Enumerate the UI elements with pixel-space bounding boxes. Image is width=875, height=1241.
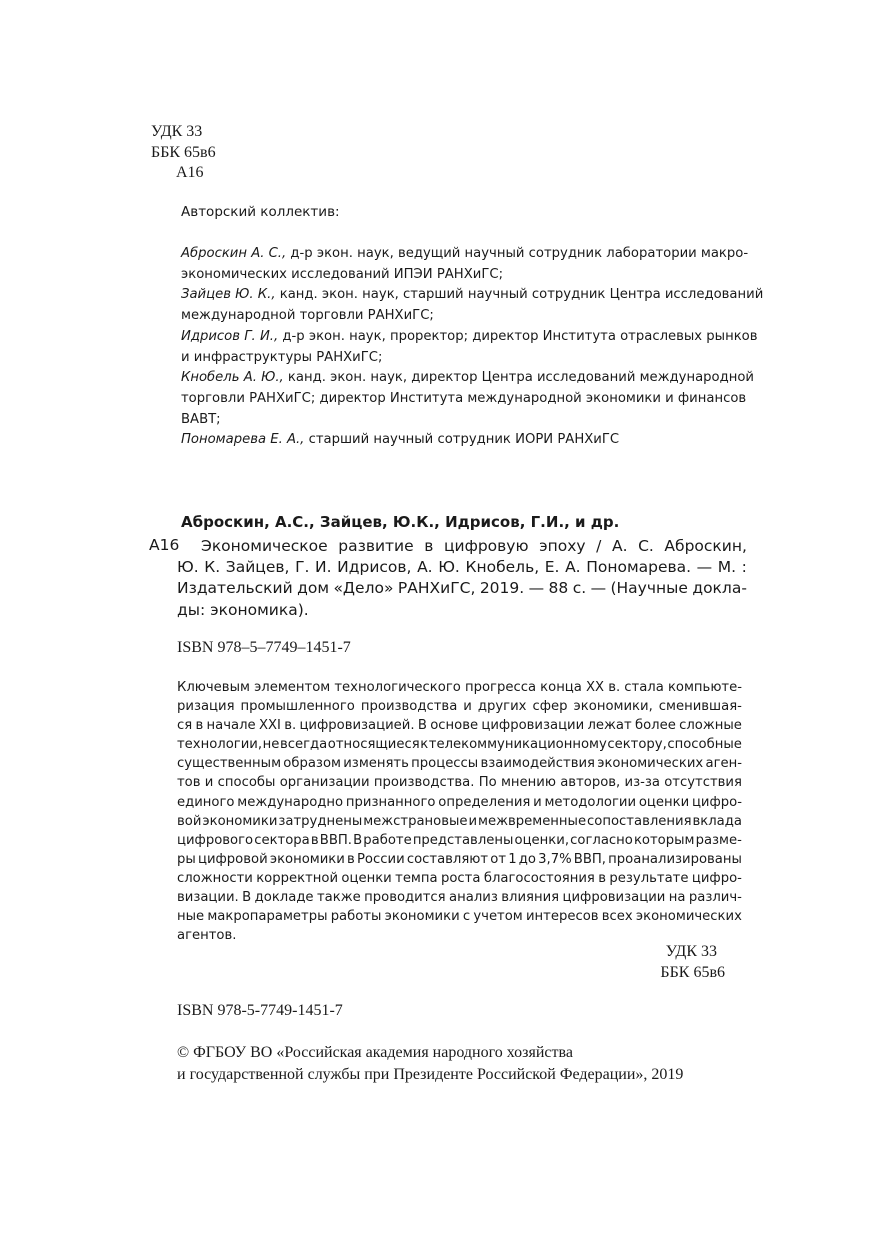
- copyright-line: © ФГБОУ ВО «Российская академия народного хозяйства: [177, 1044, 573, 1061]
- word: В: [353, 832, 363, 848]
- word: :: [741, 558, 747, 577]
- word: развитие: [338, 537, 414, 555]
- word: Е.: [544, 558, 560, 577]
- bib-line: ды: экономика).: [177, 600, 309, 619]
- author-entry: [181, 244, 749, 265]
- copyright: [177, 1042, 757, 1085]
- word: работе: [363, 832, 412, 848]
- word: в: [598, 870, 607, 886]
- word: визации.: [177, 890, 239, 906]
- bib-line: [177, 536, 747, 557]
- word: проанализированы: [608, 851, 742, 867]
- word: согласно: [570, 832, 633, 848]
- word: относящиеся: [327, 737, 420, 753]
- word: РАНХиГС,: [397, 579, 476, 598]
- word: По: [478, 775, 497, 791]
- author-description-cont: и инфраструктуры РАНХиГС;: [181, 349, 383, 365]
- word: Ю.: [438, 558, 460, 577]
- word: стала: [624, 680, 664, 695]
- word: экономики: [269, 851, 345, 867]
- word: эпоху: [539, 537, 586, 555]
- word: представлены: [412, 832, 514, 848]
- word: вой: [177, 813, 202, 829]
- word: оценки: [638, 794, 690, 810]
- abstract-line: [177, 907, 742, 926]
- word: корректной: [256, 870, 339, 886]
- isbn-bottom: ISBN 978-5-7749-1451-7: [177, 1002, 343, 1019]
- word: ры: [177, 851, 196, 867]
- word: Пономарева.: [586, 558, 692, 577]
- author-entry: [181, 327, 758, 348]
- word: межвременные: [478, 813, 587, 829]
- word: экономических: [597, 756, 704, 772]
- author-description: канд. экон. наук, старший научный сотрудник Центра исследований: [279, 287, 764, 303]
- word: работы: [330, 909, 382, 925]
- word: экономических: [635, 909, 742, 925]
- word: в: [310, 832, 319, 848]
- word: 88: [548, 579, 569, 598]
- word: ВВП,: [573, 851, 606, 867]
- udk-code: УДК 33: [151, 123, 203, 140]
- word: прогресса: [464, 680, 537, 695]
- word: экономики: [202, 813, 278, 829]
- word: /: [596, 537, 602, 555]
- author-description: д-р экон. наук, ведущий научный сотрудник лаборатории макро-: [290, 246, 749, 261]
- word: с.: [572, 579, 587, 598]
- word: лежат: [587, 718, 632, 734]
- word: способы: [217, 775, 276, 791]
- word: компьюте-: [667, 680, 742, 695]
- word: Идрисов,: [337, 558, 412, 577]
- abstract-line: [177, 812, 742, 831]
- word: единого: [177, 794, 235, 810]
- abstract-line: агентов.: [177, 928, 237, 944]
- word: цифровой: [197, 851, 268, 867]
- word: сложные: [679, 718, 742, 734]
- word: до: [518, 851, 536, 867]
- word: организации: [279, 775, 370, 791]
- author-description-cont: торговли РАНХиГС; директор Института международной экономики и финансов: [181, 390, 747, 406]
- word: в.: [608, 680, 621, 695]
- word: —: [528, 579, 545, 598]
- word: 3,7%: [538, 851, 572, 867]
- word: и: [468, 813, 478, 829]
- word: мнению: [500, 775, 556, 791]
- word: всегда: [279, 737, 328, 753]
- word: промышленного: [240, 699, 355, 715]
- author-description: д-р экон. наук, проректор; директор Института отраслевых рынков: [282, 328, 758, 344]
- word: способные: [667, 737, 742, 753]
- word: темпа: [395, 870, 438, 886]
- word: И.: [315, 558, 332, 577]
- word: оценки: [341, 870, 392, 886]
- word: докладе: [254, 890, 314, 906]
- bib-line: [177, 578, 747, 599]
- word: и: [533, 794, 542, 810]
- author-mark: А16: [176, 164, 204, 181]
- copyright-line: и государственной службы при Президенте Российской Федерации», 2019: [177, 1065, 684, 1083]
- word: Аброскин,: [664, 537, 747, 555]
- word: учетом: [473, 909, 523, 925]
- word: из-за: [624, 775, 660, 791]
- word: благосостояния: [483, 870, 595, 886]
- word: других: [477, 699, 527, 715]
- word: технологии,: [177, 737, 263, 753]
- word: А.: [417, 558, 433, 577]
- word: существенным: [177, 756, 282, 772]
- word: России: [356, 851, 405, 867]
- word: —: [696, 558, 713, 577]
- word: Ю.: [177, 558, 199, 577]
- author-description-cont: экономических исследований ИПЭИ РАНХиГС;: [181, 266, 504, 282]
- word: с: [462, 909, 471, 925]
- word: в: [424, 537, 434, 555]
- word: в: [195, 718, 204, 734]
- word: и: [463, 699, 472, 715]
- abstract-line: [177, 869, 742, 888]
- word: авторов,: [560, 775, 621, 791]
- author-entry: [181, 285, 764, 306]
- abstract-line: [177, 831, 742, 850]
- author-description: канд. экон. наук, директор Центра исследований международной: [287, 370, 754, 386]
- word: которым: [633, 832, 695, 848]
- word: Г.: [295, 558, 310, 577]
- word: 2019.: [479, 579, 525, 598]
- word: процессы: [411, 756, 479, 772]
- word: технологического: [334, 680, 461, 695]
- word: и: [204, 775, 214, 791]
- bib-authors-heading: Аброскин, А.С., Зайцев, Ю.К., Идрисов, Г.И., и др.: [181, 513, 620, 531]
- word: производства: [360, 699, 458, 715]
- abstract-line: [177, 754, 742, 773]
- word: экономики: [384, 909, 460, 925]
- word: более: [634, 718, 676, 734]
- abstract-line: [177, 716, 742, 735]
- word: различ-: [688, 890, 742, 906]
- word: на: [668, 890, 686, 906]
- author-name: Зайцев Ю. К.,: [181, 287, 276, 303]
- word: ВВП.: [319, 832, 352, 848]
- word: взаимодействия: [480, 756, 595, 772]
- word: В: [242, 890, 252, 906]
- bib-author-mark: А16: [149, 536, 180, 554]
- word: всех: [601, 909, 633, 925]
- word: в: [347, 851, 355, 867]
- word: А.: [565, 558, 581, 577]
- word: к: [420, 737, 429, 753]
- word: XX: [586, 680, 605, 695]
- word: конца: [540, 680, 582, 695]
- word: цифровую: [443, 537, 529, 555]
- word: производства.: [373, 775, 475, 791]
- author-description: старший научный сотрудник ИОРИ РАНХиГС: [308, 432, 620, 448]
- word: оценки,: [514, 832, 570, 848]
- author-description-cont: международной торговли РАНХиГС;: [181, 308, 434, 324]
- word: ризация: [177, 699, 235, 715]
- word: методологии: [544, 794, 637, 810]
- word: затруднены: [278, 813, 363, 829]
- word: от: [490, 851, 507, 867]
- authors-heading: Авторский коллектив:: [181, 204, 340, 220]
- word: ные: [177, 909, 205, 925]
- bbk-code: ББК 65в6: [151, 144, 216, 161]
- authors-list: [181, 244, 764, 451]
- word: цифро-: [691, 870, 742, 886]
- author-name: Идрисов Г. И.,: [181, 328, 279, 344]
- author-entry: [181, 430, 741, 451]
- bbk-code-right: ББК 65в6: [660, 964, 725, 981]
- abstract-line: [177, 793, 742, 812]
- word: (Научные: [610, 579, 688, 598]
- word: цифровизации: [481, 718, 585, 734]
- word: в.: [284, 718, 297, 734]
- word: Кнобель,: [465, 558, 540, 577]
- word: сменившая-: [658, 699, 742, 715]
- word: Издательский: [177, 579, 293, 598]
- word: Ключевым: [177, 680, 250, 695]
- word: —: [590, 579, 607, 598]
- word: составляют: [406, 851, 489, 867]
- word: М.: [717, 558, 737, 577]
- word: цифровизацией.: [299, 718, 415, 734]
- word: докла-: [692, 579, 747, 598]
- word: аген-: [705, 756, 742, 772]
- author-entry: [181, 368, 754, 389]
- abstract: [177, 678, 742, 945]
- word: международно: [237, 794, 344, 810]
- abstract-line: [177, 697, 742, 716]
- word: не: [262, 737, 280, 753]
- word: «Дело»: [333, 579, 394, 598]
- word: экономики,: [573, 699, 653, 715]
- word: отсутствия: [664, 775, 742, 791]
- word: дом: [297, 579, 330, 598]
- word: макропараметры: [207, 909, 328, 925]
- word: цифровизации: [562, 890, 666, 906]
- word: сопоставления: [587, 813, 692, 829]
- abstract-line: [177, 888, 742, 907]
- word: Зайцев,: [225, 558, 290, 577]
- word: интересов: [525, 909, 599, 925]
- word: изменять: [343, 756, 409, 772]
- author-name: Кнобель А. Ю.,: [181, 370, 284, 386]
- udk-code-right: УДК 33: [665, 943, 717, 960]
- word: анализ: [449, 890, 498, 906]
- word: роста: [440, 870, 481, 886]
- word: А.: [611, 537, 628, 555]
- word: С.: [638, 537, 654, 555]
- word: К.: [204, 558, 221, 577]
- abstract-line: [177, 850, 742, 869]
- isbn-top: ISBN 978–5–7749–1451-7: [177, 639, 351, 656]
- word: разме-: [695, 832, 742, 848]
- word: телекоммуникационному: [428, 737, 607, 753]
- abstract-line: [177, 678, 742, 697]
- word: 1: [508, 851, 517, 867]
- word: XXI: [258, 718, 281, 734]
- word: образом: [283, 756, 341, 772]
- bib-line: [177, 557, 747, 578]
- word: ся: [177, 718, 193, 734]
- word: начале: [206, 718, 256, 734]
- word: элементом: [254, 680, 331, 695]
- author-name: Пономарева Е. А.,: [181, 432, 305, 448]
- word: цифрового: [177, 832, 254, 848]
- author-name: Аброскин А. С.,: [181, 246, 287, 261]
- word: определения: [438, 794, 531, 810]
- author-description-cont: ВАВТ;: [181, 411, 221, 427]
- word: сектору,: [607, 737, 667, 753]
- word: сложности: [177, 870, 253, 886]
- word: также: [316, 890, 361, 906]
- word: влияния: [501, 890, 560, 906]
- word: цифро-: [691, 794, 742, 810]
- word: признанного: [345, 794, 436, 810]
- word: результате: [609, 870, 689, 886]
- bib-description: [177, 536, 747, 621]
- abstract-line: [177, 735, 742, 754]
- word: межстрановые: [363, 813, 468, 829]
- word: тов: [177, 775, 201, 791]
- word: В: [417, 718, 427, 734]
- word: Экономическое: [201, 537, 328, 555]
- word: проводится: [364, 890, 446, 906]
- word: сфер: [532, 699, 568, 715]
- abstract-line: [177, 773, 742, 792]
- word: вклада: [692, 813, 742, 829]
- word: основе: [430, 718, 479, 734]
- word: сектора: [254, 832, 310, 848]
